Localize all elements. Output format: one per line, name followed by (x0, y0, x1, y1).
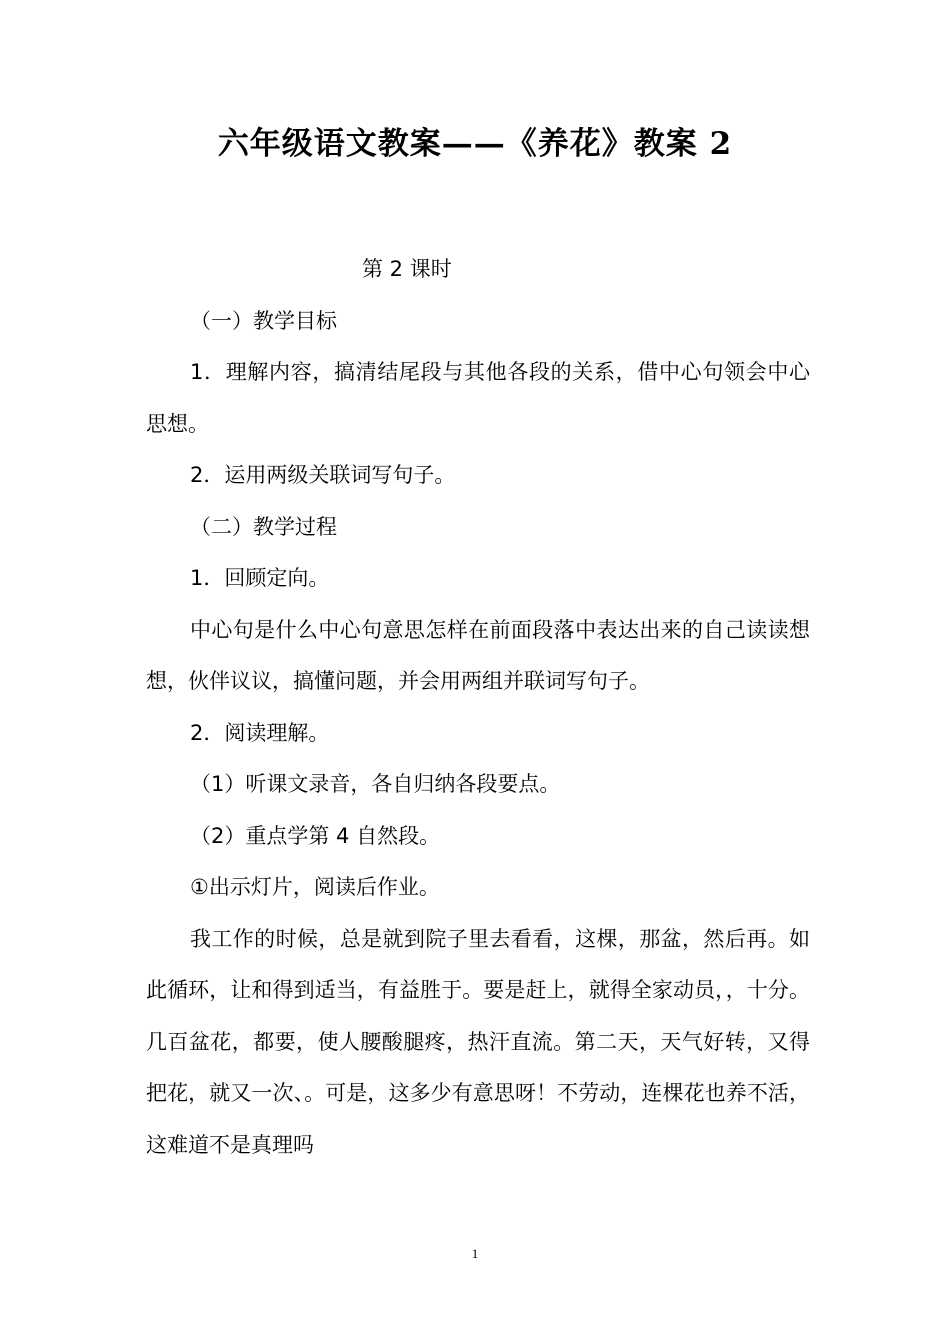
section-heading-goals: （一）教学目标 (190, 308, 337, 333)
text-excerpt: 我工作的时候，总是就到院子里去看看，这棵，那盆，然后再。如此循环，让和得到适当，有益胜于。要是赶上，就得全家动员，，十分。几百盆花，都要，使人腰酸腿疼，热汗直流。第二天，天气好转，又得把花，就又一次、。可是，这多少有意思呀！不劳动，连棵花也养不活，这难道不是真理吗 (146, 926, 810, 1157)
process-step-1-detail: 中心句是什么中心句意思怎样在前面段落中表达出来的自己读读想想，伙伴议议，搞懂问题，并会用两组并联词写句子。 (146, 617, 810, 693)
lesson-heading: 第 2 课时 (362, 257, 452, 281)
process-substep-2: （2）重点学第 4 自然段。 (190, 823, 441, 848)
page-number: 1 (471, 1246, 479, 1261)
process-substep-1: （1）听课文录音，各自归纳各段要点。 (190, 772, 561, 796)
document-title: 六年级语文教案——《养花》教案 2 (217, 126, 733, 162)
goal-item-2: 2．运用两级关联词写句子。 (190, 463, 456, 487)
goal-item-1: 1．理解内容，搞清结尾段与其他各段的关系，借中心句领会中心思想。 (146, 360, 810, 436)
section-heading-process: （二）教学过程 (190, 514, 337, 539)
document-body (146, 244, 810, 1171)
process-substep-2-a: ①出示灯片，阅读后作业。 (190, 875, 440, 899)
process-step-1: 1．回顾定向。 (190, 566, 330, 590)
process-step-2: 2．阅读理解。 (190, 720, 330, 745)
